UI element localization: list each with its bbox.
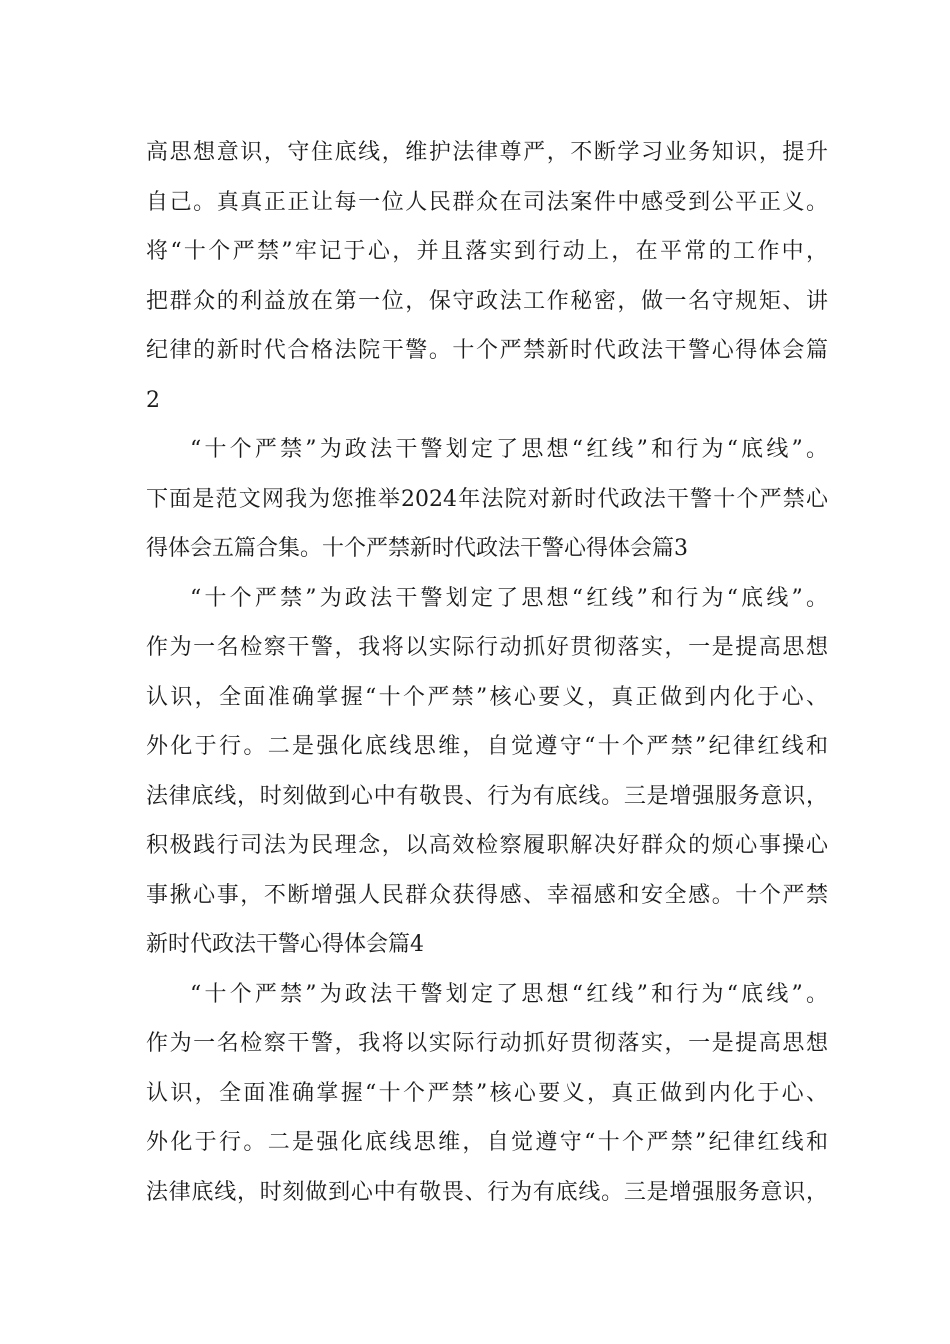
text-line: “十个严禁”为政法干警划定了思想“红线”和行为“底线”。 [190, 585, 828, 611]
text-line: 将“十个严禁”牢记于心，并且落实到行动上，在平常的工作中， [146, 239, 828, 264]
text-line: 外化于行。二是强化底线思维，自觉遵守“十个严禁”纪律红线和 [146, 1130, 828, 1155]
text-line: 认识，全面准确掌握“十个严禁”核心要义，真正做到内化于心、 [146, 684, 828, 710]
text-line: 把群众的利益放在第一位，保守政法工作秘密，做一名守规矩、讲 [146, 288, 828, 314]
text-line: 得体会五篇合集。十个严禁新时代政法干警心得体会篇3 [146, 536, 688, 561]
text-line: 作为一名检察干警，我将以实际行动抓好贯彻落实，一是提高思想 [146, 635, 828, 660]
paragraph-1 [146, 128, 828, 425]
text-line: 纪律的新时代合格法院干警。十个严禁新时代政法干警心得体会篇 [146, 338, 828, 363]
text-line: 高思想意识，守住底线，维护法律尊严，不断学习业务知识，提升 [146, 140, 828, 165]
text-line: 2 [146, 387, 160, 413]
text-line: 积极践行司法为民理念，以高效检察履职解决好群众的烦心事操心 [146, 833, 828, 858]
document-body [146, 128, 828, 1217]
text-line: “十个严禁”为政法干警划定了思想“红线”和行为“底线”。 [190, 981, 828, 1007]
text-line: 事揪心事，不断增强人民群众获得感、幸福感和安全感。十个严禁 [146, 882, 828, 908]
text-line: 法律底线，时刻做到心中有敬畏、行为有底线。三是增强服务意识， [146, 1179, 828, 1205]
text-line: “十个严禁”为政法干警划定了思想“红线”和行为“底线”。 [190, 437, 828, 462]
text-line: 自己。真真正正让每一位人民群众在司法案件中感受到公平正义。 [146, 189, 828, 215]
text-line: 作为一名检察干警，我将以实际行动抓好贯彻落实，一是提高思想 [146, 1031, 828, 1056]
text-line: 外化于行。二是强化底线思维，自觉遵守“十个严禁”纪律红线和 [146, 734, 828, 759]
paragraph-4 [146, 970, 828, 1218]
paragraph-2 [146, 425, 828, 574]
text-line: 法律底线，时刻做到心中有敬畏、行为有底线。三是增强服务意识， [146, 783, 828, 809]
paragraph-3 [146, 574, 828, 970]
text-line: 认识，全面准确掌握“十个严禁”核心要义，真正做到内化于心、 [146, 1080, 828, 1106]
text-line: 新时代政法干警心得体会篇4 [146, 932, 424, 957]
text-line: 下面是范文网我为您推举2024年法院对新时代政法干警十个严禁心 [146, 486, 828, 512]
